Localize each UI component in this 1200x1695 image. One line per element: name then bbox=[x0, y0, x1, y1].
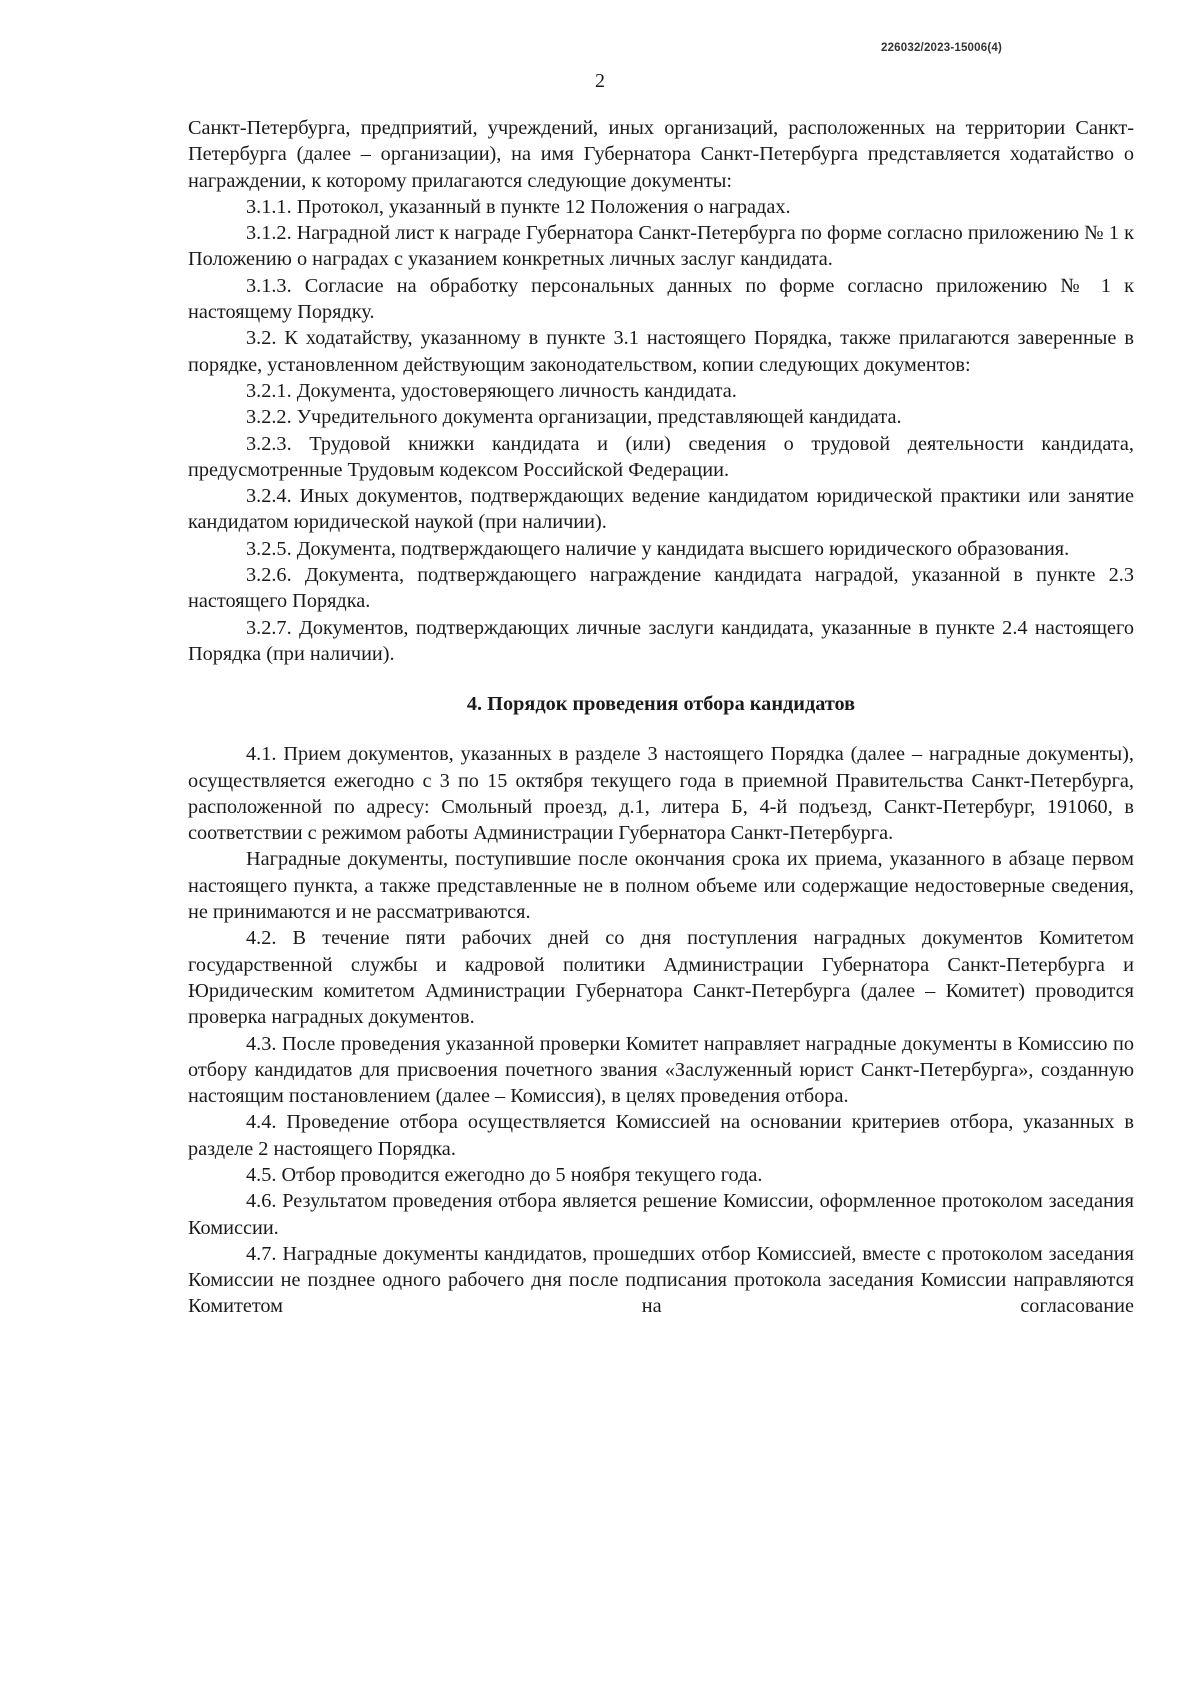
paragraph-4-5: 4.5. Отбор проводится ежегодно до 5 ноября текущего года. bbox=[246, 1163, 763, 1186]
paragraph-3-2-6: 3.2.6. Документа, подтверждающего награждение кандидата наградой, указанной в пункте 2.3 настоящего Порядка. bbox=[188, 564, 1134, 613]
paragraph-3-2-3: 3.2.3. Трудовой книжки кандидата и (или) сведения о трудовой деятельности кандидата, предусмотренные Трудовым кодексом Российской Федерации. bbox=[188, 432, 1134, 481]
paragraph-3-1-1: 3.1.1. Протокол, указанный в пункте 12 Положения о наградах. bbox=[246, 195, 791, 218]
paragraph-3-2-5: 3.2.5. Документа, подтверждающего наличие у кандидата высшего юридического образования. bbox=[246, 537, 1070, 560]
paragraph-3-2-1: 3.2.1. Документа, удостоверяющего личность кандидата. bbox=[246, 379, 737, 402]
paragraph-4-6: 4.6. Результатом проведения отбора является решение Комиссии, оформленное протоколом заседания Комиссии. bbox=[188, 1190, 1134, 1239]
paragraph-3-2-4: 3.2.4. Иных документов, подтверждающих ведение кандидатом юридической практики или занятие кандидатом юридической наукой (при наличии). bbox=[188, 485, 1134, 534]
paragraph-4-4: 4.4. Проведение отбора осуществляется Комиссией на основании критериев отбора, указанных в разделе 2 настоящего Порядка. bbox=[188, 1111, 1134, 1160]
document-body bbox=[188, 115, 1134, 1320]
paragraph-3-2-7: 3.2.7. Документов, подтверждающих личные заслуги кандидата, указанные в пункте 2.4 настоящего Порядка (при наличии). bbox=[188, 616, 1134, 665]
section-4-title: 4. Порядок проведения отбора кандидатов bbox=[466, 693, 856, 716]
paragraph-3-2: 3.2. К ходатайству, указанному в пункте 3.1 настоящего Порядка, также прилагаются заверенные в порядке, установленном действующим законодательством, копии следующих документов: bbox=[188, 327, 1134, 376]
paragraph-3-1-3: 3.1.3. Согласие на обработку персональных данных по форме согласно приложению № 1 к настоящему Порядку. bbox=[188, 274, 1134, 324]
paragraph-4-3: 4.3. После проведения указанной проверки Комитет направляет наградные документы в Комиссию по отбору кандидатов для присвоения почетного звания «Заслуженный юрист Санкт-Петербурга», созданную настоящим постановлением (далее – Комиссия), в целях проведения отбора. bbox=[188, 1032, 1134, 1108]
paragraph-3-1-2: 3.1.2. Наградной лист к награде Губернатора Санкт-Петербурга по форме согласно приложению № 1 к Положению о наградах с указанием конкретных личных заслуг кандидата. bbox=[188, 222, 1134, 271]
page-number: 2 bbox=[595, 70, 605, 92]
document-registration-number: 226032/2023-15006(4) bbox=[880, 42, 1002, 54]
paragraph-4-1-second: Наградные документы, поступившие после окончания срока их приема, указанного в абзаце первом настоящего пункта, а также представленные не в полном объеме или содержащие недостоверные сведения, не принимаются и не рассматриваются. bbox=[188, 848, 1134, 924]
paragraph-4-7: 4.7. Наградные документы кандидатов, прошедших отбор Комиссией, вместе с протоколом заседания Комиссии не позднее одного рабочего дня после подписания протокола заседания Комиссии направляются Комитетом на согласование bbox=[188, 1242, 1134, 1318]
paragraph-4-2: 4.2. В течение пяти рабочих дней со дня поступления наградных документов Комитетом государственной службы и кадровой политики Администрации Губернатора Санкт-Петербурга и Юридическим комитетом Администрации Губернатора Санкт-Петербурга (далее – Комитет) проводится проверка наградных документов. bbox=[188, 927, 1134, 1029]
paragraph-3-1-continuation: Санкт-Петербурга, предприятий, учреждений, иных организаций, расположенных на территории Санкт-Петербурга (далее – организации), на имя Губернатора Санкт-Петербурга представляется ходатайство о награждении, к которому прилагаются следующие документы: bbox=[188, 117, 1134, 192]
paragraph-3-2-2: 3.2.2. Учредительного документа организации, представляющей кандидата. bbox=[246, 406, 902, 429]
paragraph-4-1: 4.1. Прием документов, указанных в разделе 3 настоящего Порядка (далее – наградные документы), осуществляется ежегодно с 3 по 15 октября текущего года в приемной Правительства Санкт-Петербурга, расположенной по адресу: Смольный проезд, д.1, литера Б, 4-й подъезд, Санкт-Петербург, 191060, в соответствии с режимом работы Администрации Губернатора Санкт-Петербурга. bbox=[188, 743, 1134, 845]
